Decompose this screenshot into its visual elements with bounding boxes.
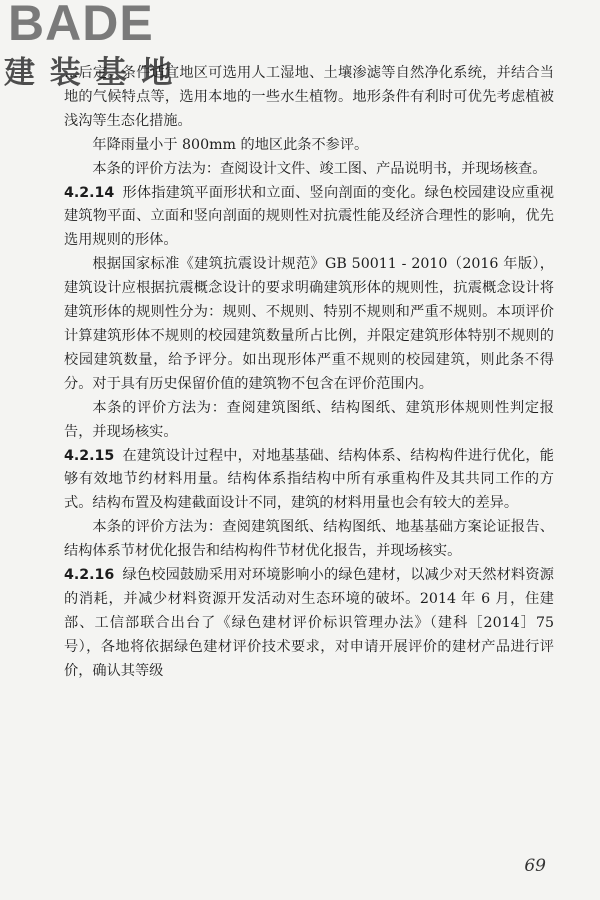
clause-4-2-15 bbox=[64, 445, 554, 517]
paragraph: 本条的评价方法为：查阅设计文件、竣工图、产品说明书，并现场核查。 bbox=[92, 160, 547, 177]
clause-text: 形体指建筑平面形状和立面、竖向剖面的变化。绿色校园建设应重视建筑物平面、立面和竖向剖面的规则性对抗震性能及经济合理性的影响，优先选用规则的形体。 bbox=[64, 184, 554, 249]
paragraph-continued: …后定。条件适宜地区可选用人工湿地、土壤渗滤等自然净化系统，并结合当地的气候特点等，选用本地的一些水生植物。地形条件有利时可优先考虑植被浅沟等生态化措施。 bbox=[64, 65, 554, 129]
paragraph: 年降雨量小于 800mm 的地区此条不参评。 bbox=[92, 136, 369, 153]
clause-4-2-14 bbox=[64, 182, 554, 254]
logo-cjk-text: 建 装 基 地 bbox=[4, 55, 175, 91]
clause-4-2-16 bbox=[64, 564, 554, 684]
paragraph: 本条的评价方法为：查阅建筑图纸、结构图纸、建筑形体规则性判定报告，并现场核实。 bbox=[64, 399, 554, 440]
page-number: 69 bbox=[524, 856, 546, 876]
logo-latin-text: BADE bbox=[8, 0, 154, 51]
clause-number: 4.2.16 bbox=[64, 567, 115, 584]
clause-text: 绿色校园鼓励采用对环境影响小的绿色建材，以减少对天然材料资源的消耗，并减少材料资源开发活动对生态环境的破坏。2014 年 6 月，住建部、工信部联合出台了《绿色建材评价标识管理办法》（建科［2014］75 号），各地将依据绿色建材评价技术要求，对申请开展评价的建材产品进行评价，确认其等级 bbox=[64, 567, 554, 679]
clause-number: 4.2.14 bbox=[64, 184, 115, 201]
body-text bbox=[64, 62, 554, 684]
paragraph: 本条的评价方法为：查阅建筑图纸、结构图纸、地基基础方案论证报告、结构体系节材优化报告和结构构件节材优化报告，并现场核实。 bbox=[64, 519, 554, 560]
clause-number: 4.2.15 bbox=[64, 447, 115, 464]
clause-text: 在建筑设计过程中，对地基基础、结构体系、结构构件进行优化，能够有效地节约材料用量。结构体系指结构中所有承重构件及其共同工作的方式。结构布置及构建截面设计不同，建筑的材料用量也会有较大的差异。 bbox=[64, 447, 554, 512]
paragraph: 根据国家标准《建筑抗震设计规范》GB 50011 - 2010（2016 年版），建筑设计应根据抗震概念设计的要求明确建筑形体的规则性，抗震概念设计将建筑形体的规则性分为：规则、不规则、特别不规则和严重不规则。本项评价计算建筑形体不规则的校园建筑数量所占比例，并限定建筑形体特别不规则的校园建筑数量，给予评分。如出现形体严重不规则的校园建筑，则此条不得分。对于具有历史保留价值的建筑物不包含在评价范围内。 bbox=[64, 256, 554, 392]
